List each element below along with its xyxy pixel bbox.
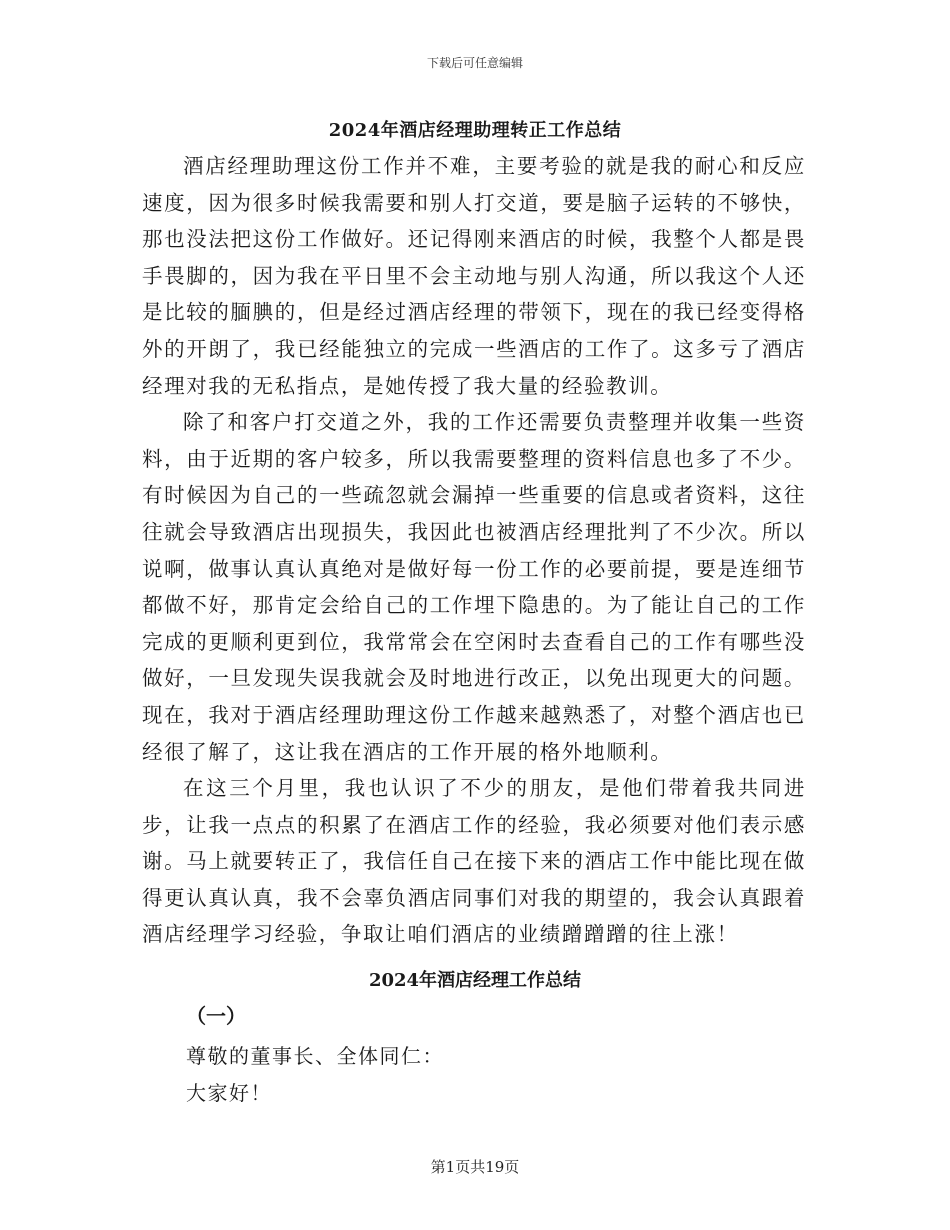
section-number: （一） [186,1004,246,1028]
header-note: 下载后可任意编辑 [426,56,523,70]
salutation: 尊敬的董事长、全体同仁： [186,1044,444,1068]
page-footer: 第1页共19页 [430,1158,520,1176]
paragraph-3: 在这三个月里，我也认识了不少的朋友，是他们带着我共同进步，让我一点点的积累了在酒店工作的经验，我必须要对他们表示感谢。马上就要转正了，我信任自己在接下来的酒店工作中能比现在做得更认真认真，我不会辜负酒店同事们对我的期望的，我会认真跟着酒店经理学习经验，争取让咱们酒店的业绩蹭蹭蹭的往上涨！ [142,776,806,947]
section-title: 2024年酒店经理工作总结 [368,970,582,991]
document-title: 2024年酒店经理助理转正工作总结 [328,120,622,141]
paragraph-2: 除了和客户打交道之外，我的工作还需要负责整理并收集一些资料，由于近期的客户较多，所以我需要整理的资料信息也多了不少。有时候因为自己的一些疏忽就会漏掉一些重要的信息或者资料，这往往就会导致酒店出现损失，我因此也被酒店经理批判了不少次。所以说啊，做事认真认真绝对是做好每一份工作的必要前提，要是连细节都做不好，那肯定会给自己的工作埋下隐患的。为了能让自己的工作完成的更顺利更到位，我常常会在空闲时去查看自己的工作有哪些没做好，一旦发现失误我就会及时地进行改正，以免出现更大的问题。现在，我对于酒店经理助理这份工作越来越熟悉了，对整个酒店也已经很了解了，这让我在酒店的工作开展的格外地顺利。 [142,410,806,764]
paragraph-1: 酒店经理助理这份工作并不难，主要考验的就是我的耐心和反应速度，因为很多时候我需要和别人打交道，要是脑子运转的不够快，那也没法把这份工作做好。还记得刚来酒店的时候，我整个人都是畏手畏脚的，因为我在平日里不会主动地与别人沟通，所以我这个人还是比较的腼腆的，但是经过酒店经理的带领下，现在的我已经变得格外的开朗了，我已经能独立的完成一些酒店的工作了。这多亏了酒店经理对我的无私指点，是她传授了我大量的经验教训。 [142,154,806,398]
greeting: 大家好！ [186,1081,272,1105]
body-text [142,148,806,953]
